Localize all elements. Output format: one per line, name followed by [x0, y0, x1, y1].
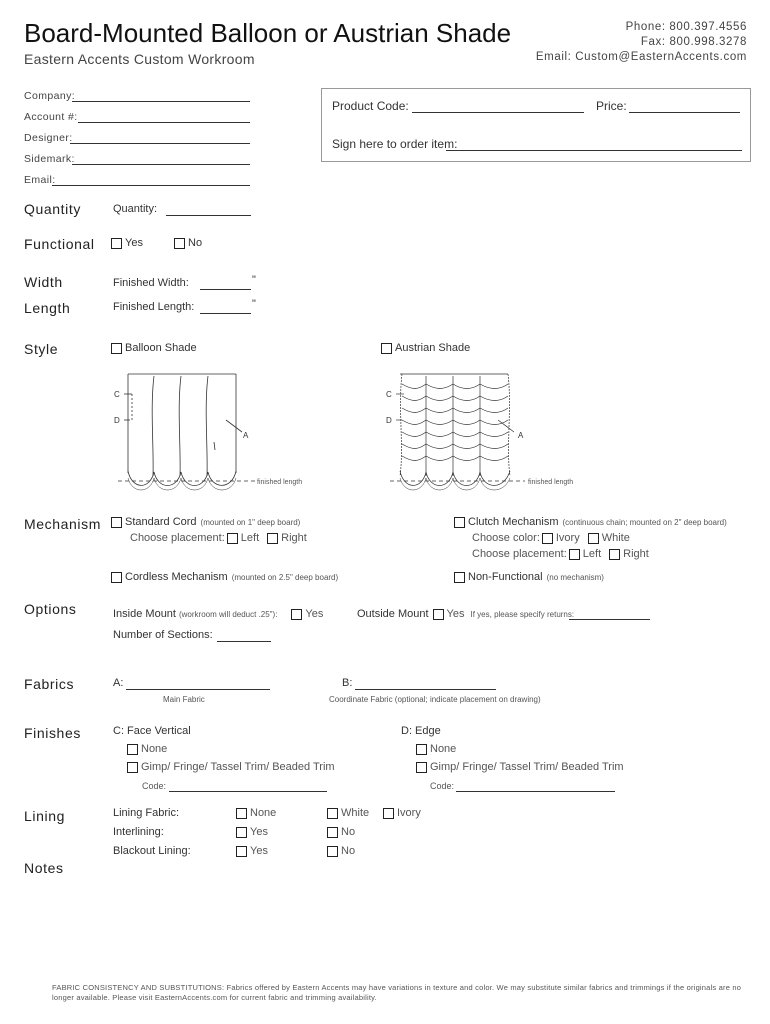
lining-ivory-option[interactable]	[383, 807, 421, 819]
section-functional: Functional	[24, 236, 95, 252]
balloon-marker-d: D	[114, 416, 120, 425]
austrian-marker-a: A	[518, 431, 524, 440]
coordinate-fabric-caption: Coordinate Fabric (optional; indicate placement on drawing)	[329, 695, 541, 704]
standard-cord-left-label: Left	[240, 532, 260, 544]
non-functional-option[interactable]	[454, 571, 604, 583]
finish-d-trim-checkbox[interactable]	[416, 762, 427, 773]
functional-yes-label: Yes	[125, 237, 143, 249]
finish-c-title: C: Face Vertical	[113, 725, 191, 737]
sidemark-field[interactable]	[72, 164, 250, 165]
outside-mount-yes-label: Yes	[446, 608, 465, 620]
company-label: Company:	[24, 90, 76, 102]
main-fabric-caption: Main Fabric	[163, 695, 205, 704]
finished-width-field[interactable]	[200, 289, 251, 290]
sections-field[interactable]	[217, 641, 271, 642]
designer-label: Designer:	[24, 132, 73, 144]
footer-disclaimer: FABRIC CONSISTENCY AND SUBSTITUTIONS: Fabrics offered by Eastern Accents may have variations in texture and color. We may substitute similar fabrics and trimmings if the originals are no longer available. Please visit EasternAccents.com for current fabric and trimming availability.	[52, 983, 742, 1002]
account-label: Account #:	[24, 111, 78, 123]
interlining-no-label: No	[341, 826, 356, 838]
blackout-label: Blackout Lining:	[113, 845, 191, 857]
blackout-no-option[interactable]	[327, 845, 355, 857]
cordless-option[interactable]	[111, 571, 338, 583]
balloon-shade-option[interactable]	[111, 342, 197, 354]
account-field[interactable]	[78, 122, 250, 123]
inside-mount-yes-label: Yes	[305, 608, 324, 620]
section-fabrics: Fabrics	[24, 676, 75, 692]
blackout-yes-option[interactable]	[236, 845, 268, 857]
standard-cord-note: (mounted on 1" deep board)	[200, 517, 301, 527]
clutch-ivory-label: Ivory	[555, 532, 580, 544]
balloon-shade-diagram	[110, 368, 340, 503]
fabric-b-field[interactable]	[355, 689, 496, 690]
austrian-shade-option[interactable]	[381, 342, 470, 354]
functional-yes-checkbox[interactable]	[111, 238, 122, 249]
page-title: Board-Mounted Balloon or Austrian Shade	[24, 18, 512, 48]
section-length: Length	[24, 300, 71, 316]
email-contact-text: Email: Custom@EasternAccents.com	[535, 51, 747, 63]
clutch-white-checkbox[interactable]	[588, 533, 599, 544]
functional-yes-option[interactable]	[111, 237, 143, 249]
notes-area[interactable]	[113, 860, 743, 970]
quantity-label: Quantity:	[113, 203, 158, 215]
balloon-finished-length-label: finished length	[257, 479, 303, 486]
clutch-right-checkbox[interactable]	[609, 549, 620, 560]
lining-fabric-label: Lining Fabric:	[113, 807, 180, 819]
finish-c-none-label: None	[141, 743, 168, 755]
fabric-a-label: A:	[113, 677, 124, 689]
finished-length-label: Finished Length:	[113, 301, 195, 313]
clutch-ivory-checkbox[interactable]	[542, 533, 553, 544]
blackout-yes-label: Yes	[250, 845, 268, 857]
balloon-marker-a: A	[243, 431, 249, 440]
clutch-left-label: Left	[582, 548, 602, 560]
length-inch-mark: "	[252, 298, 256, 310]
clutch-label: Clutch Mechanism	[468, 516, 559, 528]
lining-none-checkbox[interactable]	[236, 808, 247, 819]
finish-d-trim-option[interactable]	[416, 761, 624, 773]
outside-mount-row	[357, 608, 574, 620]
finish-d-none-label: None	[430, 743, 457, 755]
blackout-yes-checkbox[interactable]	[236, 846, 247, 857]
clutch-placement-label: Choose placement:	[472, 548, 567, 560]
fax-text: Fax: 800.998.3278	[640, 36, 747, 48]
cordless-checkbox[interactable]	[111, 572, 122, 583]
designer-field[interactable]	[70, 143, 250, 144]
email-label: Email:	[24, 174, 56, 186]
interlining-yes-option[interactable]	[236, 826, 268, 838]
interlining-yes-checkbox[interactable]	[236, 827, 247, 838]
section-finishes: Finishes	[24, 725, 81, 741]
standard-cord-right-checkbox[interactable]	[267, 533, 278, 544]
austrian-shade-diagram	[382, 368, 612, 503]
finish-c-code-label: Code:	[142, 781, 167, 791]
interlining-label: Interlining:	[113, 826, 164, 838]
fabric-a-field[interactable]	[126, 689, 270, 690]
finish-c-trim-checkbox[interactable]	[127, 762, 138, 773]
sign-label: Sign here to order item:	[332, 137, 458, 151]
section-mechanism: Mechanism	[24, 516, 101, 532]
standard-cord-label: Standard Cord	[125, 516, 197, 528]
finish-d-code-label: Code:	[430, 781, 455, 791]
finish-c-none-option[interactable]	[127, 743, 167, 755]
lining-white-option[interactable]	[327, 807, 369, 819]
section-quantity: Quantity	[24, 201, 81, 217]
lining-ivory-label: Ivory	[397, 807, 421, 819]
finish-d-none-option[interactable]	[416, 743, 456, 755]
standard-cord-placement-label: Choose placement:	[130, 532, 225, 544]
fabric-b-label: B:	[342, 677, 353, 689]
finished-length-field[interactable]	[200, 313, 251, 314]
section-lining: Lining	[24, 808, 65, 824]
austrian-marker-d: D	[386, 416, 392, 425]
finish-c-trim-label: Gimp/ Fringe/ Tassel Trim/ Beaded Trim	[141, 761, 335, 773]
balloon-marker-c: C	[114, 390, 120, 399]
finish-c-none-checkbox[interactable]	[127, 744, 138, 755]
lining-white-label: White	[341, 807, 370, 819]
functional-no-option[interactable]	[174, 237, 202, 249]
outside-mount-yes-checkbox[interactable]	[433, 609, 444, 620]
clutch-note: (continuous chain; mounted on 2" deep board)	[562, 517, 727, 527]
lining-none-label: None	[250, 807, 277, 819]
interlining-no-checkbox[interactable]	[327, 827, 338, 838]
section-style: Style	[24, 341, 59, 357]
width-inch-mark: "	[252, 274, 256, 286]
non-functional-note: (no mechanism)	[546, 572, 604, 582]
finish-d-none-checkbox[interactable]	[416, 744, 427, 755]
clutch-color-row	[472, 532, 630, 544]
cordless-label: Cordless Mechanism	[125, 571, 228, 583]
finish-d-code-field[interactable]	[456, 791, 615, 792]
company-field[interactable]	[72, 101, 250, 102]
section-options: Options	[24, 601, 77, 617]
email-field[interactable]	[52, 185, 250, 186]
returns-note: If yes, please specify returns:	[470, 609, 575, 619]
signature-field[interactable]	[446, 150, 742, 151]
price-label: Price:	[596, 99, 627, 113]
standard-cord-right-label: Right	[281, 532, 307, 544]
clutch-placement-row	[472, 548, 649, 560]
clutch-checkbox[interactable]	[454, 517, 465, 528]
cordless-note: (mounted on 2.5" deep board)	[231, 572, 339, 582]
clutch-left-checkbox[interactable]	[569, 549, 580, 560]
inside-mount-label: Inside Mount	[113, 608, 176, 620]
standard-cord-checkbox[interactable]	[111, 517, 122, 528]
inside-mount-yes-checkbox[interactable]	[291, 609, 302, 620]
austrian-marker-c: C	[386, 390, 392, 399]
inside-mount-note: (workroom will deduct .25"):	[178, 609, 278, 619]
standard-cord-left-checkbox[interactable]	[227, 533, 238, 544]
non-functional-checkbox[interactable]	[454, 572, 465, 583]
clutch-right-label: Right	[623, 548, 649, 560]
austrian-finished-length-label: finished length	[528, 479, 574, 486]
clutch-color-label: Choose color:	[472, 532, 540, 544]
finish-d-trim-label: Gimp/ Fringe/ Tassel Trim/ Beaded Trim	[430, 761, 624, 773]
interlining-no-option[interactable]	[327, 826, 355, 838]
finish-d-title: D: Edge	[401, 725, 441, 737]
lining-ivory-checkbox[interactable]	[383, 808, 394, 819]
section-notes: Notes	[24, 860, 64, 876]
blackout-no-checkbox[interactable]	[327, 846, 338, 857]
product-code-label: Product Code:	[332, 99, 409, 113]
inside-mount-row	[113, 608, 323, 620]
section-width: Width	[24, 274, 63, 290]
sections-label: Number of Sections:	[113, 629, 213, 641]
non-functional-label: Non-Functional	[468, 571, 543, 583]
standard-cord-option[interactable]	[111, 516, 300, 528]
finished-width-label: Finished Width:	[113, 277, 189, 289]
interlining-yes-label: Yes	[250, 826, 268, 838]
quantity-field[interactable]	[166, 215, 251, 216]
finish-c-code-field[interactable]	[169, 791, 327, 792]
functional-no-label: No	[188, 237, 203, 249]
standard-cord-placement-row	[130, 532, 307, 544]
blackout-no-label: No	[341, 845, 356, 857]
clutch-option[interactable]	[454, 516, 727, 528]
clutch-white-label: White	[601, 532, 630, 544]
austrian-shade-checkbox[interactable]	[381, 343, 392, 354]
price-field[interactable]	[629, 112, 740, 113]
lining-white-checkbox[interactable]	[327, 808, 338, 819]
functional-no-checkbox[interactable]	[174, 238, 185, 249]
austrian-shade-label: Austrian Shade	[395, 342, 471, 354]
lining-none-option[interactable]	[236, 807, 276, 819]
product-code-field[interactable]	[412, 112, 584, 113]
page-subtitle: Eastern Accents Custom Workroom	[24, 51, 255, 67]
finish-c-trim-option[interactable]	[127, 761, 335, 773]
sidemark-label: Sidemark:	[24, 153, 75, 165]
balloon-shade-label: Balloon Shade	[125, 342, 197, 354]
phone-text: Phone: 800.397.4556	[625, 21, 747, 33]
balloon-shade-checkbox[interactable]	[111, 343, 122, 354]
outside-mount-label: Outside Mount	[357, 608, 429, 620]
returns-field[interactable]	[569, 619, 650, 620]
